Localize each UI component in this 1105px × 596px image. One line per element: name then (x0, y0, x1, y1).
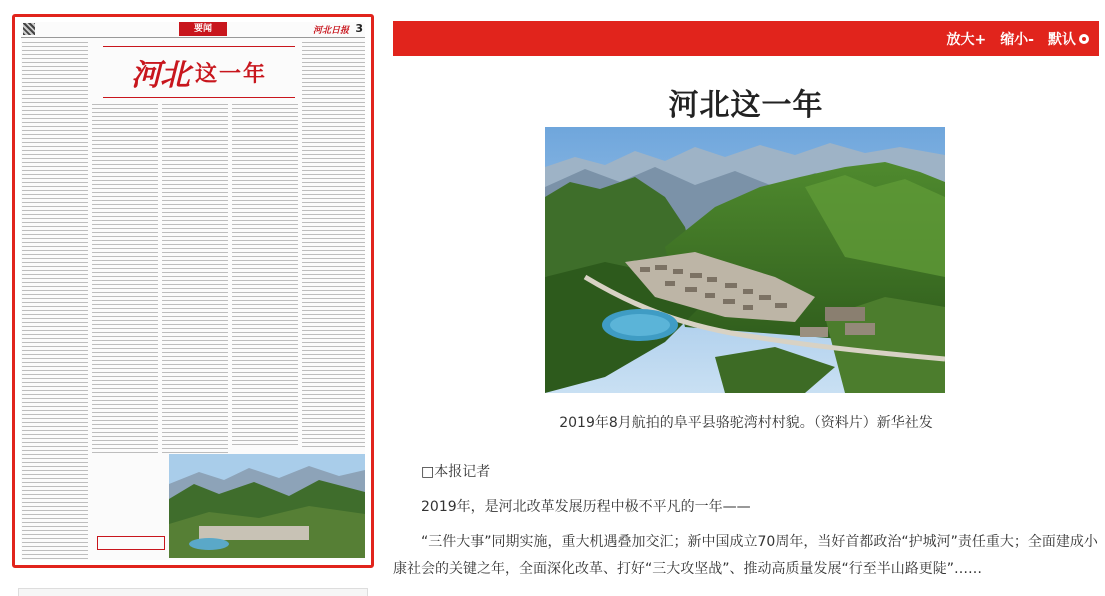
text-column (92, 104, 158, 454)
section-tab: 要闻 (179, 22, 227, 36)
newspaper-page (21, 22, 365, 560)
text-column (22, 42, 88, 560)
text-column (162, 104, 228, 454)
text-column (232, 104, 298, 448)
headline-calligraphy: 河北 (130, 58, 189, 93)
photo-caption: 2019年8月航拍的阜平县骆驼湾村村貌。（资料片）新华社发 (559, 415, 933, 431)
page-number: 3 (355, 22, 363, 35)
qr-code-icon (23, 23, 35, 35)
next-page-thumbnail-edge[interactable] (18, 588, 368, 596)
article-photo[interactable] (545, 127, 945, 393)
reset-size-button[interactable] (1048, 29, 1089, 49)
article-paragraph: “三件大事”同期实施，重大机遇叠加交汇；新中国成立70周年，当好首都政治“护城河”责任重大；全面建成小康社会的关键之年，全面深化改革、打好“三大攻坚战”、推动高质量发展“行至半山路更陡”…… (393, 534, 1098, 577)
newspaper-photo-thumbnail (169, 454, 365, 558)
newspaper-headline (103, 46, 295, 98)
text-column (302, 42, 365, 448)
zoom-in-button[interactable]: 放大+ (946, 31, 987, 48)
headline-text: 这一年 (194, 61, 267, 87)
font-size-controls (946, 21, 1089, 56)
newspaper-header (21, 22, 365, 38)
article-paragraph: 2019年，是河北改革发展历程中极不平凡的一年—— (421, 499, 751, 515)
pull-quote-box (97, 536, 165, 550)
reset-circle-icon (1079, 34, 1089, 44)
article-title: 河北这一年 (668, 88, 824, 123)
font-size-toolbar (393, 21, 1099, 56)
newspaper-page-thumbnail[interactable] (12, 14, 374, 568)
zoom-out-button[interactable]: 缩小- (1000, 31, 1034, 48)
newspaper-photo-caption (169, 560, 365, 566)
village-aerial-photo (545, 127, 945, 393)
reset-size-label: 默认 (1048, 31, 1076, 48)
byline: □本报记者 (421, 464, 491, 480)
masthead-logo: 河北日报 (312, 26, 349, 36)
